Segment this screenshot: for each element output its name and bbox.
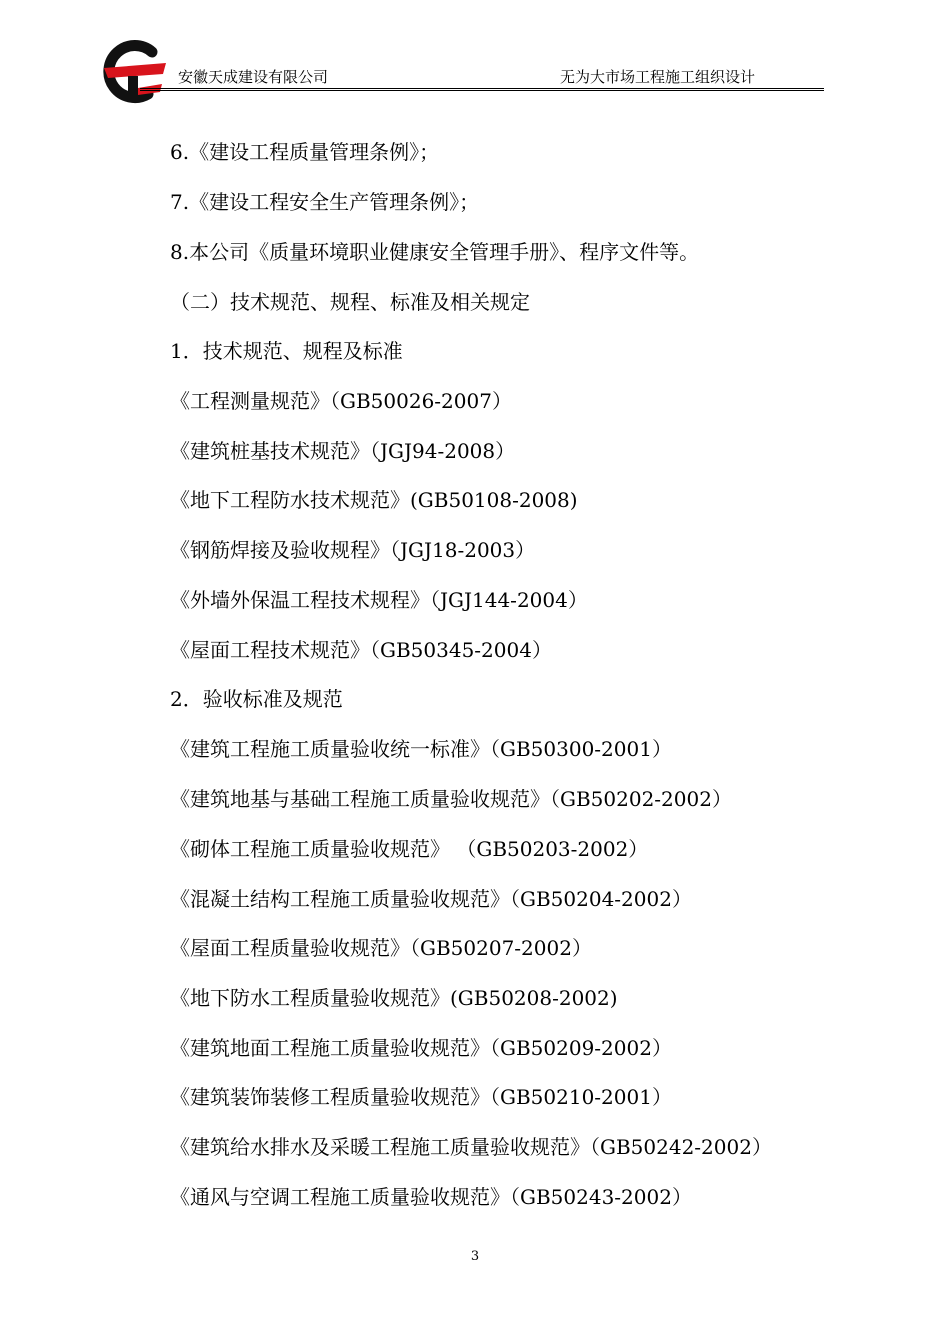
list-item: 7.《建设工程安全生产管理条例》； [170,190,480,214]
list-item: 《工程测量规范》（GB50026-2007） [170,389,512,413]
section-heading: （二）技术规范、规程、标准及相关规定 [170,290,530,314]
list-item: 《混凝土结构工程施工质量验收规范》（GB50204-2002） [170,887,692,911]
header-rule-secondary [140,90,824,91]
list-item: 《屋面工程技术规范》（GB50345-2004） [170,638,552,662]
list-item: 《建筑装饰装修工程质量验收规范》（GB50210-2001） [170,1085,672,1109]
list-item: 《通风与空调工程施工质量验收规范》（GB50243-2002） [170,1185,692,1209]
subsection-heading: 1．技术规范、规程及标准 [170,339,403,363]
list-item: 《砌体工程施工质量验收规范》 （GB50203-2002） [170,837,649,861]
list-item: 6.《建设工程质量管理条例》； [170,140,440,164]
company-logo [100,38,170,108]
subsection-heading: 2．验收标准及规范 [170,687,343,711]
list-item: 《地下防水工程质量验收规范》(GB50208-2002) [170,986,618,1010]
list-item: 《建筑地基与基础工程施工质量验收规范》（GB50202-2002） [170,787,732,811]
list-item: 《地下工程防水技术规范》(GB50108-2008) [170,488,578,512]
header-document-title: 无为大市场工程施工组织设计 [560,68,756,86]
list-item: 8.本公司《质量环境职业健康安全管理手册》、程序文件等。 [170,240,700,264]
list-item: 《钢筋焊接及验收规程》（JGJ18-2003） [170,538,536,562]
header-company-name: 安徽天成建设有限公司 [178,68,329,86]
header-rule [140,88,824,89]
list-item: 《屋面工程质量验收规范》（GB50207-2002） [170,936,592,960]
list-item: 《建筑工程施工质量验收统一标准》（GB50300-2001） [170,737,672,761]
list-item: 《建筑给水排水及采暖工程施工质量验收规范》（GB50242-2002） [170,1135,772,1159]
page-number: 3 [470,1249,480,1264]
list-item: 《建筑地面工程施工质量验收规范》（GB50209-2002） [170,1036,672,1060]
list-item: 《建筑桩基技术规范》（JGJ94-2008） [170,439,516,463]
list-item: 《外墙外保温工程技术规程》（JGJ144-2004） [170,588,588,612]
